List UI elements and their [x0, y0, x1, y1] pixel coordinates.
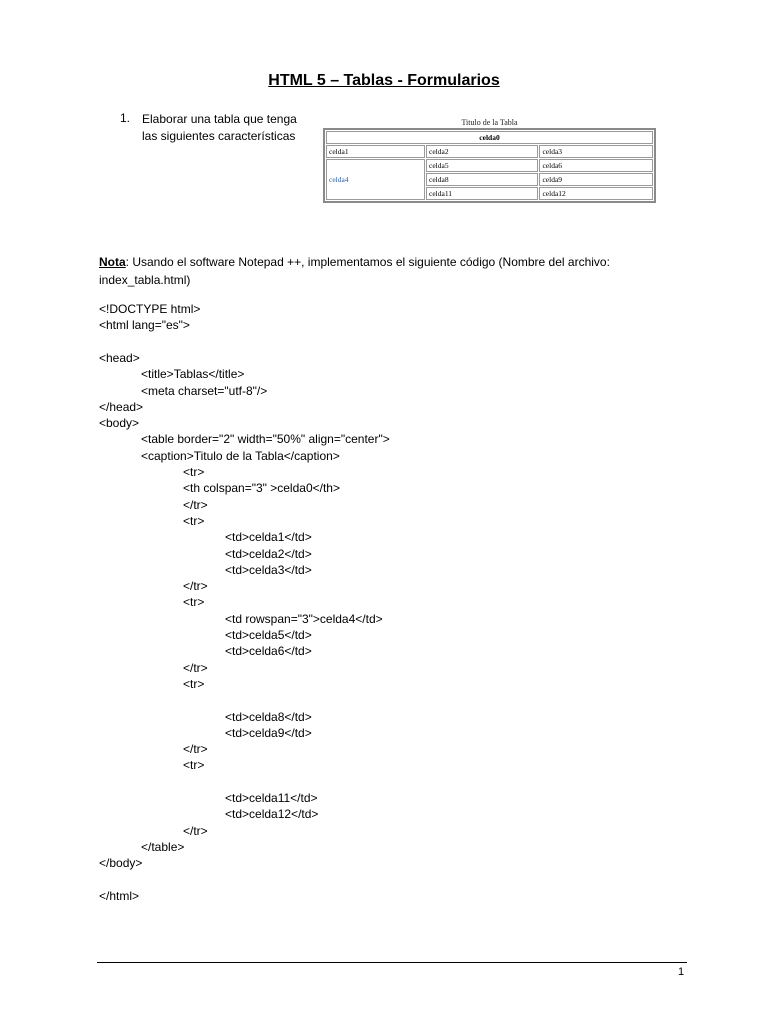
table-cell-rowspan: celda4 [326, 159, 425, 200]
code-line: </tr> [183, 660, 208, 675]
list-item-line-1: Elaborar una tabla que tenga [142, 112, 297, 126]
code-line: <body> [99, 416, 140, 431]
code-line: <td>celda5</td> [225, 628, 312, 642]
code-line: <td>celda2</td> [225, 546, 312, 561]
code-line: <td>celda6</td> [225, 644, 312, 659]
code-line: <meta charset="utf-8"/> [141, 383, 268, 398]
table-cell: celda9 [539, 173, 653, 186]
code-line: </tr> [183, 742, 208, 757]
footer-divider [97, 962, 687, 963]
code-line: <html lang="es"> [99, 318, 190, 333]
code-line: <!DOCTYPE html> [99, 302, 201, 316]
sample-table-caption: Titulo de la Tabla [461, 118, 518, 127]
code-line: <tr> [183, 676, 205, 691]
code-line: <title>Tablas</title> [141, 367, 245, 382]
note-paragraph [99, 253, 639, 289]
code-line: <td>celda8</td> [225, 709, 312, 724]
table-row [326, 159, 653, 172]
note-line-2: index_tabla.html) [99, 273, 191, 287]
table-cell: celda2 [426, 145, 538, 158]
list-item-line-2: las siguientes características [142, 129, 296, 143]
list-item-text [142, 111, 312, 145]
code-line: <tr> [183, 513, 205, 528]
table-cell: celda5 [426, 159, 538, 172]
code-line: <th colspan="3" >celda0</th> [183, 481, 340, 496]
code-line: <td>celda12</td> [225, 807, 319, 822]
code-line: </body> [99, 856, 143, 871]
note-text: : Usando el software Notepad ++, implementamos el siguiente código (Nombre del archivo: [125, 255, 610, 269]
code-line: <td rowspan="3">celda4</td> [225, 611, 383, 626]
sample-table-figure [323, 118, 656, 203]
table-cell: celda8 [426, 173, 538, 186]
table-cell: celda1 [326, 145, 425, 158]
code-line: </html> [99, 888, 140, 903]
table-cell: celda12 [539, 187, 653, 200]
code-line: <td>celda11</td> [225, 791, 318, 805]
code-line: </tr> [183, 579, 208, 594]
note-label: Nota [99, 255, 126, 269]
code-line: <caption>Titulo de la Tabla</caption> [141, 448, 340, 463]
table-cell: celda6 [539, 159, 653, 172]
code-line: <tr> [183, 465, 205, 479]
table-cell: celda11 [426, 187, 538, 200]
code-line: <td>celda3</td> [225, 562, 312, 577]
code-line: <td>celda9</td> [225, 725, 312, 740]
table-cell: celda3 [539, 145, 653, 158]
code-line: <tr> [183, 758, 205, 773]
table-row [326, 145, 653, 158]
page-number: 1 [678, 966, 685, 978]
code-line: <tr> [183, 595, 205, 610]
code-line: </tr> [183, 823, 208, 838]
note-line-1 [99, 253, 639, 271]
code-line: </table> [141, 839, 185, 854]
code-line: <td>celda1</td> [225, 530, 312, 545]
list-item-number: 1. [120, 111, 131, 125]
sample-table [323, 128, 656, 203]
table-row [326, 131, 653, 144]
code-line: <head> [99, 350, 140, 365]
page-title: HTML 5 – Tablas - Formularios [268, 72, 500, 89]
table-header-cell: celda0 [326, 131, 653, 144]
code-line: <table border="2" width="50%" align="center"> [141, 432, 390, 447]
code-line: </head> [99, 399, 144, 414]
code-line: </tr> [183, 497, 208, 512]
